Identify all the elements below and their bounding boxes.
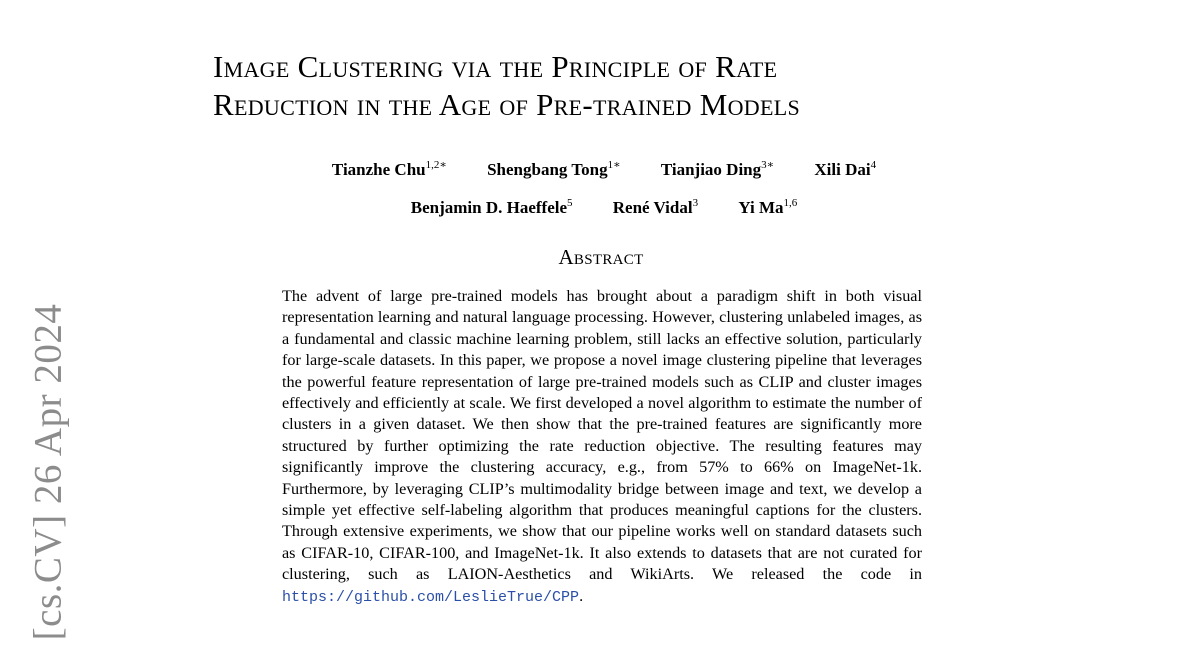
author-affiliation: 5	[567, 197, 573, 209]
author-affiliation: 3	[692, 197, 699, 209]
author-name: Tianzhe Chu	[331, 160, 426, 179]
title-line-2: Reduction in the Age of Pre-trained Models	[213, 87, 800, 122]
author	[411, 198, 573, 218]
abstract-text: The advent of large pre-trained models has brought about a paradigm shift in both visual representation learning and natural language processing. However, clustering unlabeled images, as a fundamental and classic machine learning problem, still lacks an effective solution, particularly for large-scale datasets. In this paper, we propose a novel image clustering pipeline that leverages the powerful feature representation of large pre-trained models such as CLIP and cluster images effectively and efficiently at scale. We first developed a novel algorithm to estimate the number of clusters in a given dataset. We then show that the pre-trained features are significantly more structured by further optimizing the rate reduction objective. The resulting features may significantly improve the clustering accuracy, e.g., from 57% to 66% on ImageNet-1k. Furthermore, by leveraging CLIP’s multimodality bridge between image and text, we develop a simple yet effective self-labeling algorithm that produces meaningful captions for the clusters. Through extensive experiments, we show that our pipeline works well on standard datasets such as CIFAR-10, CIFAR-100, and ImageNet-1k. It also extends to datasets that are not curated for clustering, such as LAION-Aesthetics and WikiArts. We released the code in	[282, 287, 922, 584]
author	[738, 198, 797, 218]
author-affiliation: 4	[870, 159, 877, 171]
paper-title	[213, 48, 1013, 124]
author-affiliation: 1,6	[783, 197, 798, 209]
author-affiliation: 3∗	[761, 159, 775, 171]
author-affiliation: 1∗	[607, 159, 621, 171]
author	[814, 160, 876, 180]
author-name: Yi Ma	[738, 198, 784, 217]
author	[487, 160, 620, 180]
author	[613, 198, 698, 218]
author-name: Xili Dai	[814, 160, 871, 179]
authors-row-1	[0, 160, 1200, 180]
abstract-end-punct: .	[579, 586, 584, 605]
authors-row-2	[0, 198, 1200, 218]
author-name: René Vidal	[612, 198, 693, 217]
author	[332, 160, 447, 180]
title-line-1: Image Clustering via the Principle of Rate	[213, 49, 778, 84]
abstract-body	[282, 286, 922, 608]
author-name: Benjamin D. Haeffele	[410, 198, 568, 217]
author	[661, 160, 774, 180]
code-link[interactable]: https://github.com/LeslieTrue/CPP	[282, 588, 580, 606]
author-name: Shengbang Tong	[487, 160, 608, 179]
author-name: Tianjiao Ding	[660, 160, 762, 179]
author-affiliation: 1,2∗	[425, 159, 447, 171]
arxiv-stamp: [cs.CV] 26 Apr 2024	[26, 303, 70, 641]
abstract-heading: Abstract	[558, 245, 644, 269]
